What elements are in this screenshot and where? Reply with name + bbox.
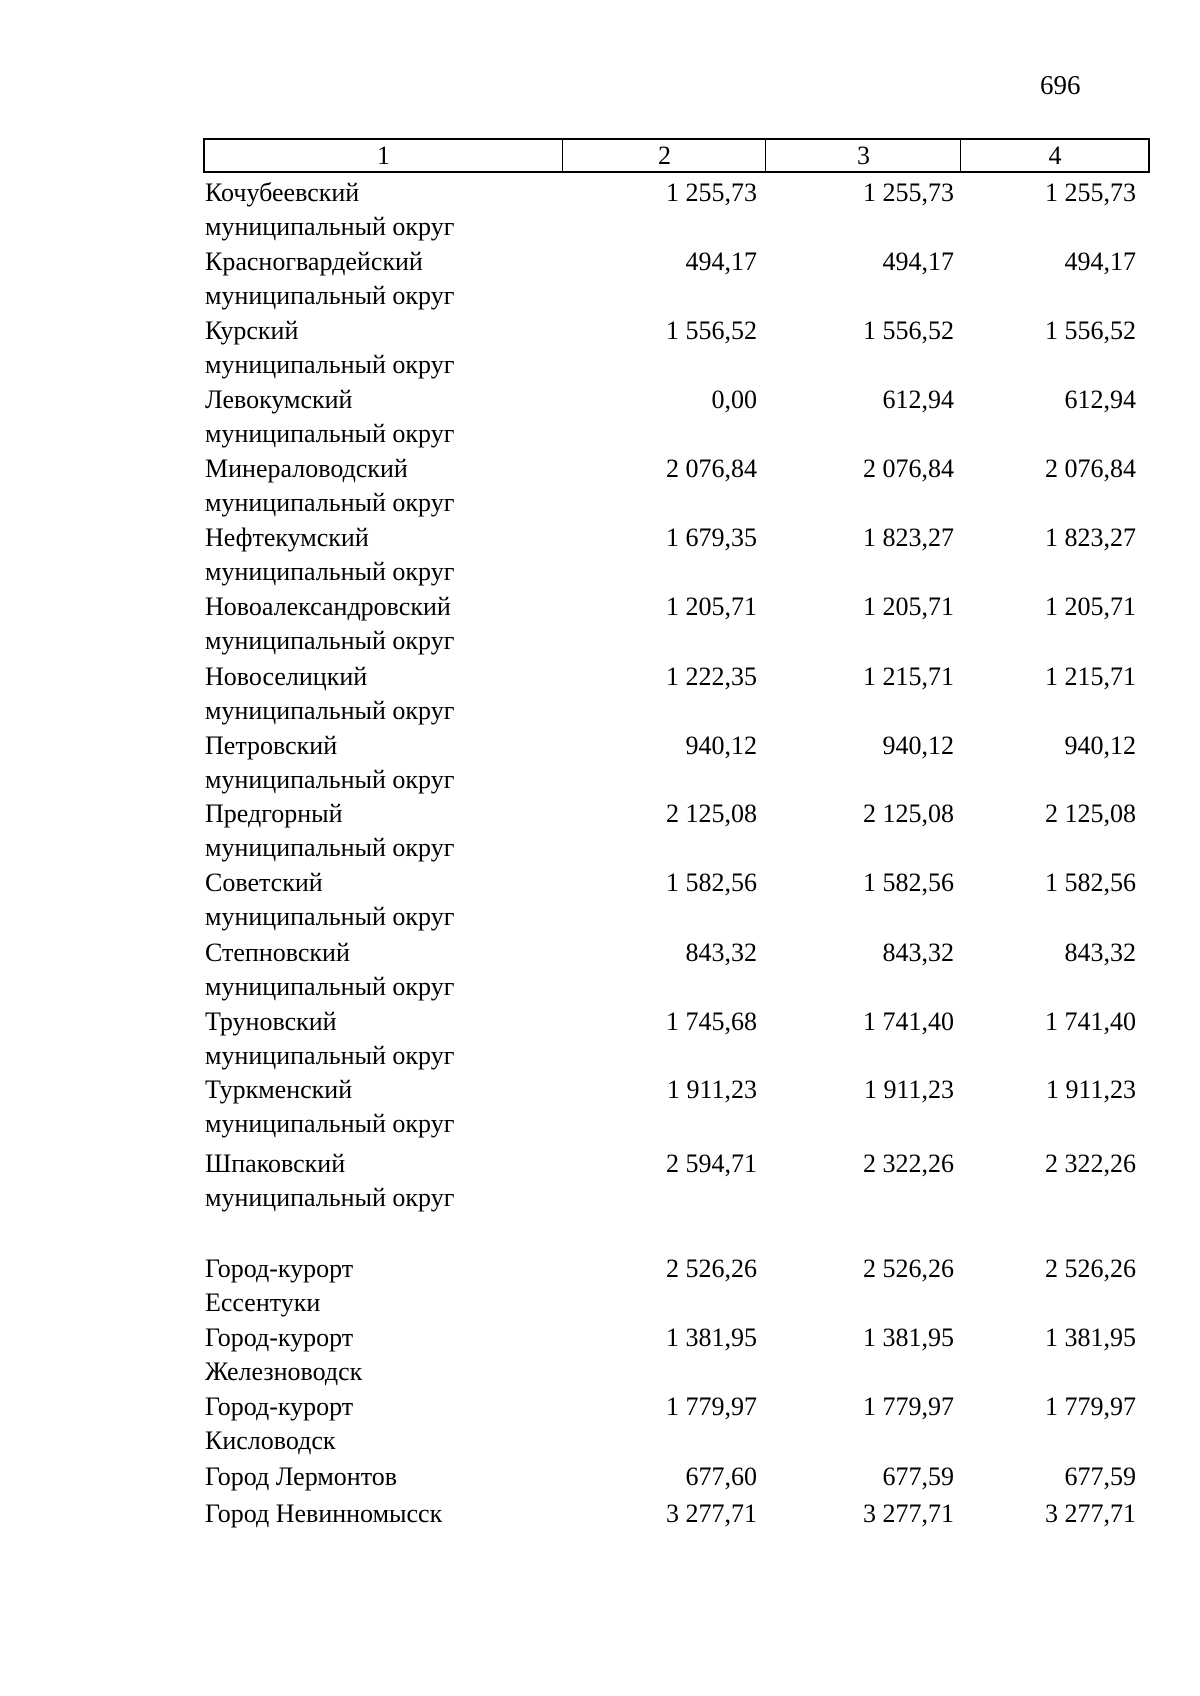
row-name-line: муниципальный округ xyxy=(205,281,455,310)
row-name-line: Новоалександровский xyxy=(205,592,451,621)
row-name-line: Туркменский xyxy=(205,1075,353,1104)
row-name-line: Советский xyxy=(205,868,323,897)
row-name xyxy=(205,176,565,244)
row-value-c2: 1 582,56 xyxy=(666,868,757,897)
header-col-2: 2 xyxy=(562,140,766,171)
row-name xyxy=(205,797,565,865)
row-name-line: муниципальный округ xyxy=(205,212,455,241)
row-value-c2: 2 076,84 xyxy=(666,454,757,483)
row-value-c3: 677,59 xyxy=(882,1462,954,1491)
row-name-line: Степновский xyxy=(205,938,350,967)
page-number: 696 xyxy=(1040,70,1081,100)
row-name-line: Город Лермонтов xyxy=(205,1462,397,1491)
row-value-c4: 2 125,08 xyxy=(1045,799,1136,828)
row-name-line: муниципальный округ xyxy=(205,488,455,517)
row-value-c3: 1 381,95 xyxy=(863,1323,954,1352)
header-col-4: 4 xyxy=(960,140,1149,171)
row-name xyxy=(205,1147,565,1215)
row-name-line: Город-курорт xyxy=(205,1254,354,1283)
row-value-c3: 1 556,52 xyxy=(863,316,954,345)
row-name-line: Минераловодский xyxy=(205,454,408,483)
row-value-c2: 1 222,35 xyxy=(666,662,757,691)
row-value-c2: 1 255,73 xyxy=(666,178,757,207)
row-value-c3: 3 277,71 xyxy=(863,1499,954,1528)
row-name xyxy=(205,660,565,728)
row-value-c4: 1 381,95 xyxy=(1045,1323,1136,1352)
row-name-line: Левокумский xyxy=(205,385,353,414)
row-name-line: Кисловодск xyxy=(205,1426,336,1455)
row-value-c2: 1 556,52 xyxy=(666,316,757,345)
row-name-line: Нефтекумский xyxy=(205,523,369,552)
row-name-line: муниципальный округ xyxy=(205,765,455,794)
row-name xyxy=(205,383,565,451)
row-value-c3: 2 125,08 xyxy=(863,799,954,828)
row-value-c3: 1 911,23 xyxy=(863,1075,954,1104)
row-value-c4: 1 556,52 xyxy=(1045,316,1136,345)
row-value-c4: 1 205,71 xyxy=(1045,592,1136,621)
row-value-c2: 677,60 xyxy=(685,1462,757,1491)
row-value-c4: 1 823,27 xyxy=(1045,523,1136,552)
row-value-c4: 1 255,73 xyxy=(1045,178,1136,207)
row-value-c3: 2 322,26 xyxy=(863,1149,954,1178)
row-name xyxy=(205,245,565,313)
row-value-c2: 2 594,71 xyxy=(666,1149,757,1178)
row-value-c4: 3 277,71 xyxy=(1045,1499,1136,1528)
row-name xyxy=(205,1252,565,1320)
row-name xyxy=(205,452,565,520)
row-name-line: муниципальный округ xyxy=(205,1183,455,1212)
row-value-c3: 940,12 xyxy=(882,731,954,760)
row-name xyxy=(205,521,565,589)
header-col-1: 1 xyxy=(377,140,390,170)
row-value-c2: 1 745,68 xyxy=(666,1007,757,1036)
row-value-c4: 843,32 xyxy=(1064,938,1136,967)
row-name-line: Труновский xyxy=(205,1007,337,1036)
row-value-c3: 612,94 xyxy=(882,385,954,414)
row-name-line: Город-курорт xyxy=(205,1392,354,1421)
row-name-line: Ессентуки xyxy=(205,1288,321,1317)
row-name-line: Железноводск xyxy=(205,1357,363,1386)
row-value-c3: 1 582,56 xyxy=(863,868,954,897)
header-col-3: 3 xyxy=(765,140,961,171)
row-value-c2: 1 779,97 xyxy=(666,1392,757,1421)
row-value-c3: 2 526,26 xyxy=(863,1254,954,1283)
row-value-c2: 1 205,71 xyxy=(666,592,757,621)
row-value-c4: 2 526,26 xyxy=(1045,1254,1136,1283)
row-value-c3: 1 779,97 xyxy=(863,1392,954,1421)
row-value-c3: 1 741,40 xyxy=(863,1007,954,1036)
row-name-line: Предгорный xyxy=(205,799,343,828)
row-value-c4: 940,12 xyxy=(1064,731,1136,760)
row-value-c2: 3 277,71 xyxy=(666,1499,757,1528)
row-value-c4: 1 911,23 xyxy=(1045,1075,1136,1104)
row-value-c3: 494,17 xyxy=(882,247,954,276)
row-value-c2: 2 125,08 xyxy=(666,799,757,828)
row-name-line: муниципальный округ xyxy=(205,626,455,655)
row-name-line: муниципальный округ xyxy=(205,696,455,725)
row-value-c4: 677,59 xyxy=(1064,1462,1136,1491)
row-name-line: муниципальный округ xyxy=(205,557,455,586)
row-name xyxy=(205,936,565,1004)
row-name-line: Курский xyxy=(205,316,299,345)
row-name-line: Петровский xyxy=(205,731,338,760)
row-name xyxy=(205,590,565,658)
row-value-c2: 0,00 xyxy=(711,385,757,414)
row-name-line: Новоселицкий xyxy=(205,662,368,691)
row-name xyxy=(205,1073,565,1141)
row-value-c3: 1 823,27 xyxy=(863,523,954,552)
row-name-line: муниципальный округ xyxy=(205,1109,455,1138)
row-name-line: муниципальный округ xyxy=(205,1041,455,1070)
row-value-c2: 1 679,35 xyxy=(666,523,757,552)
row-value-c3: 2 076,84 xyxy=(863,454,954,483)
row-name xyxy=(205,1321,565,1389)
row-value-c4: 2 076,84 xyxy=(1045,454,1136,483)
row-value-c3: 1 205,71 xyxy=(863,592,954,621)
row-name-line: Город Невинномысск xyxy=(205,1499,443,1528)
row-value-c4: 1 779,97 xyxy=(1045,1392,1136,1421)
row-name xyxy=(205,1460,565,1494)
row-name-line: Кочубеевский xyxy=(205,178,360,207)
row-value-c2: 494,17 xyxy=(685,247,757,276)
row-name-line: муниципальный округ xyxy=(205,972,455,1001)
row-value-c4: 1 215,71 xyxy=(1045,662,1136,691)
row-value-c4: 2 322,26 xyxy=(1045,1149,1136,1178)
row-name xyxy=(205,1497,565,1531)
row-value-c2: 1 911,23 xyxy=(666,1075,757,1104)
row-value-c2: 1 381,95 xyxy=(666,1323,757,1352)
row-name-line: муниципальный округ xyxy=(205,902,455,931)
row-value-c4: 1 741,40 xyxy=(1045,1007,1136,1036)
row-value-c2: 843,32 xyxy=(685,938,757,967)
row-name-line: муниципальный округ xyxy=(205,833,455,862)
row-name-line: муниципальный округ xyxy=(205,350,455,379)
table-header xyxy=(203,138,1150,173)
row-name xyxy=(205,1005,565,1073)
row-value-c4: 612,94 xyxy=(1064,385,1136,414)
row-value-c3: 843,32 xyxy=(882,938,954,967)
row-name-line: муниципальный округ xyxy=(205,419,455,448)
row-value-c4: 494,17 xyxy=(1064,247,1136,276)
row-value-c3: 1 215,71 xyxy=(863,662,954,691)
row-value-c2: 2 526,26 xyxy=(666,1254,757,1283)
row-name xyxy=(205,1390,565,1458)
row-name-line: Шпаковский xyxy=(205,1149,346,1178)
row-name-line: Город-курорт xyxy=(205,1323,354,1352)
row-name xyxy=(205,866,565,934)
row-name xyxy=(205,729,565,797)
row-value-c2: 940,12 xyxy=(685,731,757,760)
row-name-line: Красногвардейский xyxy=(205,247,423,276)
row-value-c3: 1 255,73 xyxy=(863,178,954,207)
row-value-c4: 1 582,56 xyxy=(1045,868,1136,897)
row-name xyxy=(205,314,565,382)
